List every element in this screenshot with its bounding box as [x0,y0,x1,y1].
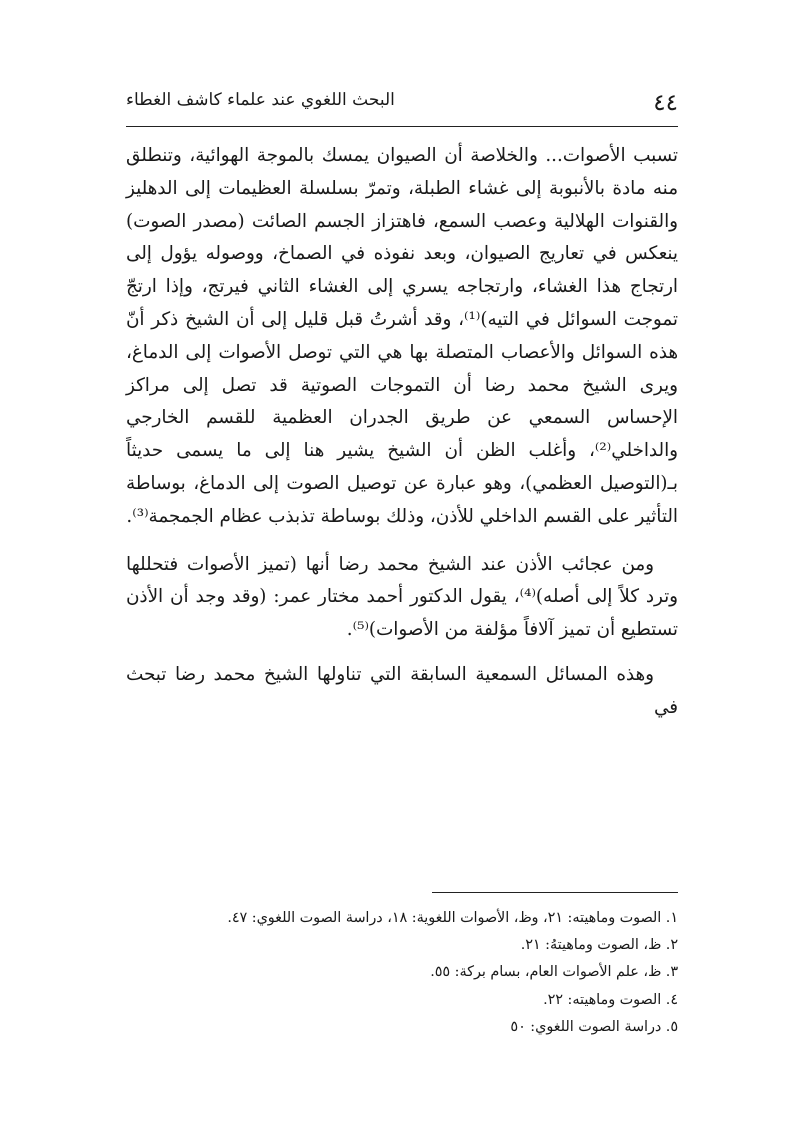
footnote-4: ٤. الصوت وماهيته: ٢٢. [543,991,678,1008]
footnotes-list [126,905,678,1041]
page-number: ٤٤ [653,90,678,116]
paragraph-hearing-issues: وهذه المسائل السمعية السابقة التي تناولها الشيخ محمد رضا تبحث في [126,663,678,718]
main-text [126,140,678,725]
running-title: البحث اللغوي عند علماء كاشف الغطاء [126,90,395,110]
footnote-2: ٢. ظ، الصوت وماهيتهُ: ٢١. [520,937,678,954]
running-header [126,86,678,127]
footnote-1: ١. الصوت وماهيته: ٢١، وظ، الأصوات اللغوية: ١٨، دراسة الصوت اللغوي: ٤٧. [227,910,678,926]
footnote-divider [432,892,678,893]
footnote-3: ٣. ظ، علم الأصوات العام، بسام بركة: ٥٥. [430,964,678,981]
paragraph-continued: تسبب الأصوات... والخلاصة أن الصيوان يمسك بالموجة الهوائية، وتنطلق منه مادة بالأنبوبة إلى غشاء الطبلة، وتمرّ بسلسلة العظيمات إلى الدهليز والقنوات الهلالية وعصب السمع، فاهتزاز الجسم الصائت (مصدر الصوت) ينعكس في تعاريج الصيوان، وبعد نفوذه في الصماخ، ووصوله يؤول إلى ارتجاج هذا الغشاء، وارتجاجه يسري إلى الغشاء الثاني فيرتج، وإذا ارتجّ تموجت السوائل في التيه)⁽¹⁾، وقد أشرتُ قبل قليل إلى أن الشيخ ذكر أنّ هذه السوائل والأعصاب المتصلة بها هي التي توصل الأصوات إلى الدماغ، ويرى الشيخ محمد رضا أن التموجات الصوتية قد تصل إلى مراكز الإحساس السمعي عن طريق الجدران العظمية للقسم الخارجي والداخلي⁽²⁾، وأغلب الظن أن الشيخ يشير هنا إلى ما يسمى حديثاً بـ(التوصيل العظمي)، وهو عبارة عن توصيل الصوت إلى الدماغ، بوساطة التأثير على القسم الداخلي للأذن، وذلك بوساطة تذبذب عظام الجمجمة⁽³⁾. [126,145,678,527]
footnote-5: ٥. دراسة الصوت اللغوي: ٥٠ [510,1018,678,1035]
paragraph-ear-wonders: ومن عجائب الأذن عند الشيخ محمد رضا أنها (تميز الأصوات فتحللها وترد كلاً إلى أصله)⁽⁴⁾، يقول الدكتور أحمد مختار عمر: (وقد وجد أن الأذن تستطيع أن تميز آلافاً مؤلفة من الأصوات)⁽⁵⁾. [126,553,678,641]
